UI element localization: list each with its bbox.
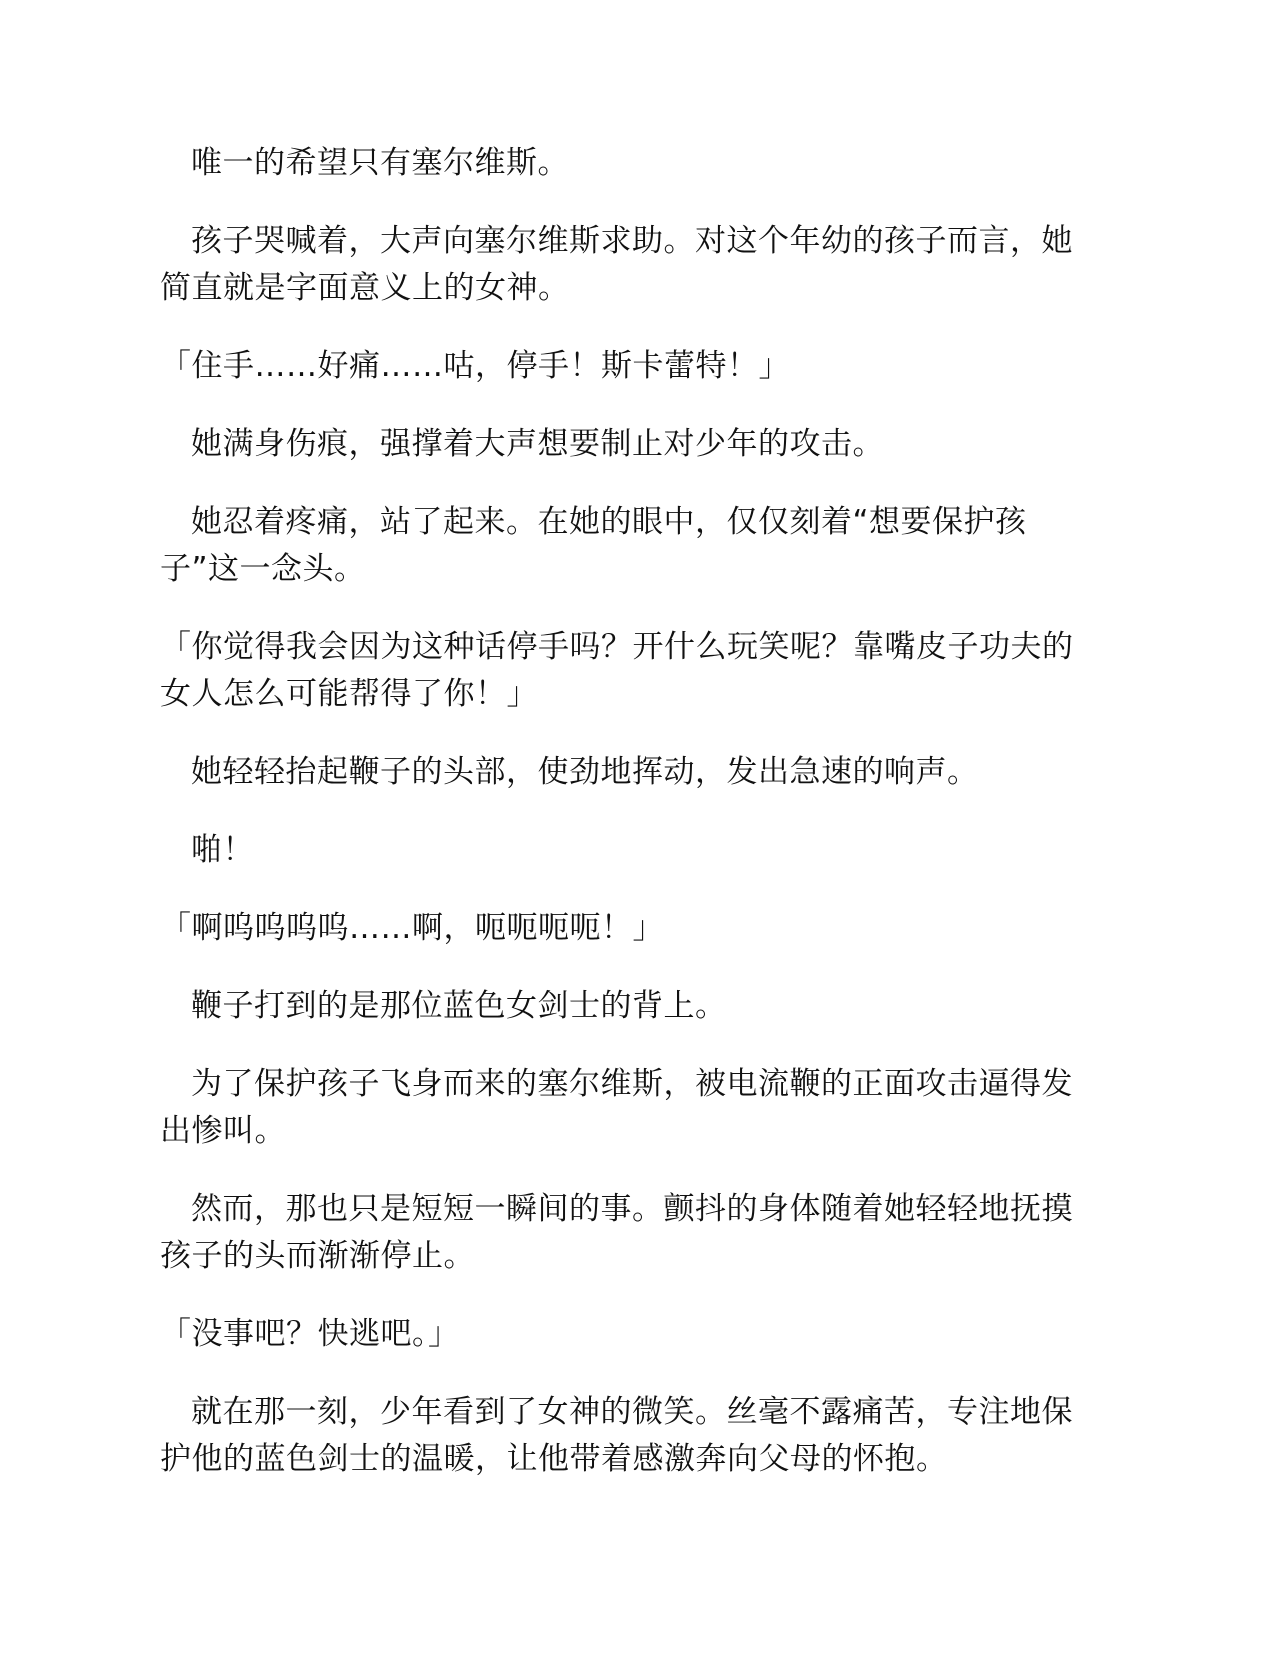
paragraph-wounded: 她满身伤痕，强撑着大声想要制止对少年的攻击。	[191, 426, 884, 462]
paragraph-stand-up: 她忍着疼痛，站了起来。在她的眼中，仅仅刻着“想要保护孩子”这一念头。	[160, 504, 1027, 587]
dialogue-taunt: 「你觉得我会因为这种话停手吗？开什么玩笑呢？靠嘴皮子功夫的女人怎么可能帮得了你！」	[160, 629, 1074, 712]
paragraph-whip-hits: 鞭子打到的是那位蓝色女剑士的背上。	[191, 988, 727, 1024]
paragraph-protect: 为了保护孩子飞身而来的塞尔维斯，被电流鞭的正面攻击逼得发出惨叫。	[160, 1066, 1073, 1149]
dialogue-scream: 「啊呜呜呜呜……啊，呃呃呃呃！」	[160, 910, 664, 946]
paragraph-hope: 唯一的希望只有塞尔维斯。	[191, 145, 569, 181]
dialogue-stop-scarlet: 「住手……好痛……咕，停手！斯卡蕾特！」	[160, 348, 790, 384]
paragraph-whip-crack: 啪！	[191, 832, 254, 868]
dialogue-run: 「没事吧？快逃吧。」	[160, 1316, 460, 1352]
story-text	[160, 140, 1100, 1514]
paragraph-child-cries: 孩子哭喊着，大声向塞尔维斯求助。对这个年幼的孩子而言，她简直就是字面意义上的女神。	[160, 223, 1073, 306]
paragraph-goddess-smile: 就在那一刻，少年看到了女神的微笑。丝毫不露痛苦，专注地保护他的蓝色剑士的温暖，让他带着感激奔向父母的怀抱。	[160, 1394, 1073, 1477]
paragraph-moment: 然而，那也只是短短一瞬间的事。颤抖的身体随着她轻轻地抚摸孩子的头而渐渐停止。	[160, 1191, 1073, 1274]
paragraph-whip-raise: 她轻轻抬起鞭子的头部，使劲地挥动，发出急速的响声。	[191, 754, 979, 790]
